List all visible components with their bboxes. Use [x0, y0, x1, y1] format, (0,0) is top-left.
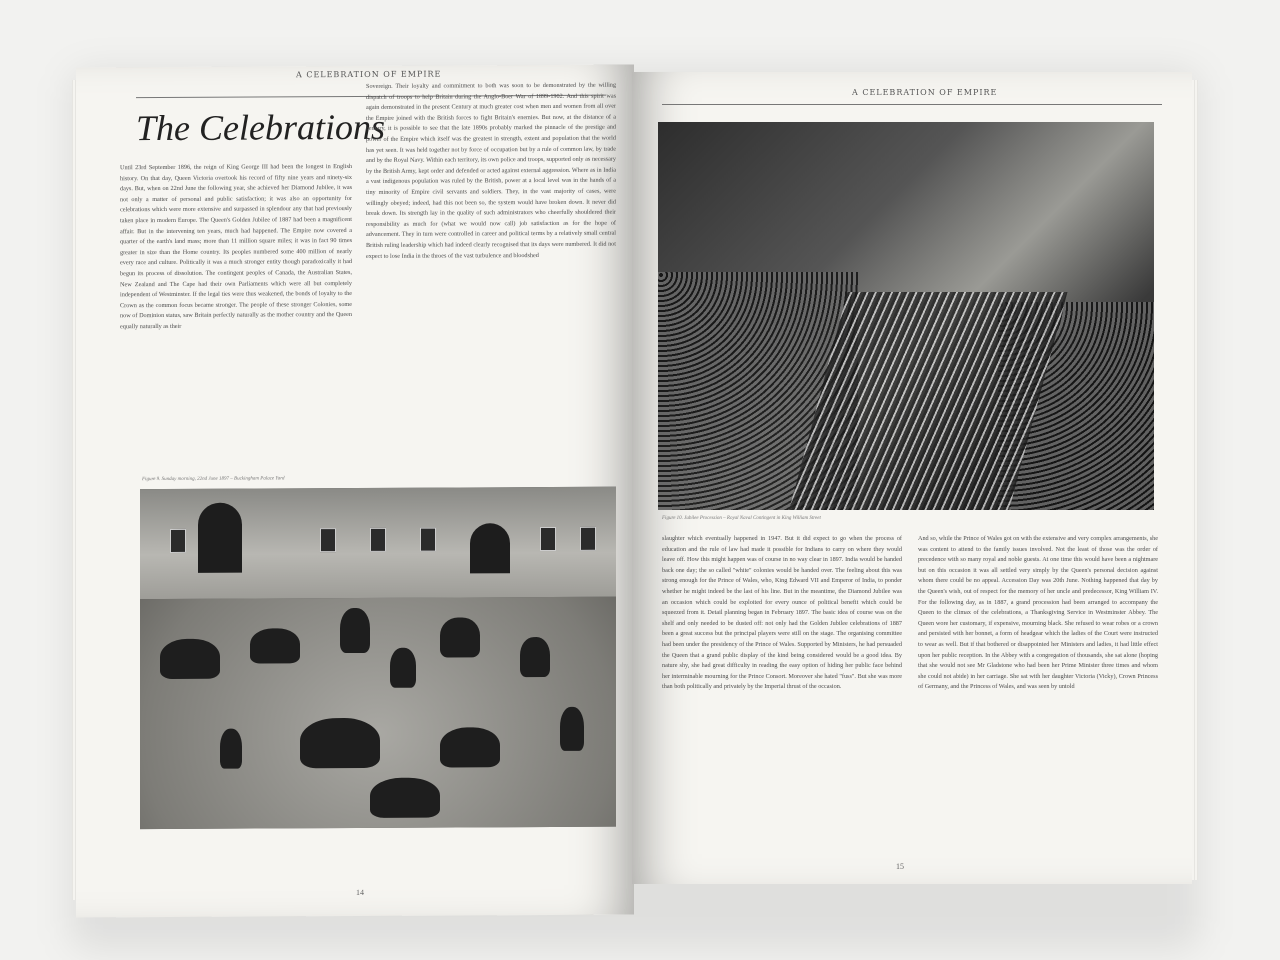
text-column-3: slaughter which eventually happened in 1947. But it did expect to go when the process of education and the rule of law had made it possible for Indians to carry on where they would leave off. How this might happen was of course in no way clear in 1897. India would be handed back one day; the so called "white" colonies would be handed over. The feeling about this was strong enough for the Prince of Wales, who, King Edward VII and Emperor of India, to ponder whether he might indeed be the last of his line. But in the meantime, the Diamond Jubilee was an occasion which could be exploited for every ounce of political benefit which could be squeezed from it. Detail planning began in February 1897. The basic idea of course was on the shelf and only needed to be dusted off: not only had the Golden Jubilee celebrations of 1887 been a great success but the principal players were still on the stage. The organising committee had been under the presidency of the Prince of Wales. Supported by Ministers, he had persuaded the Queen that a grand public display of the kind being considered would be a good idea. By nature shy, she had great difficulty in reading the easy option of hiding her public face behind her interminable mourning for the Prince Consort. Moreover she hated "fuss". But she was more than both politically and privately by the Imperial thrust of the occasion.	[662, 535, 902, 691]
horse-rider	[440, 617, 480, 657]
right-page	[632, 72, 1192, 884]
page-number-right: 15	[896, 862, 904, 871]
header-rule-right	[662, 104, 1162, 105]
page-number-left: 14	[356, 887, 364, 897]
horse-rider	[520, 637, 550, 677]
standing-figure	[220, 729, 242, 769]
carriage	[250, 628, 300, 663]
photo-buckingham-palace-yard	[140, 487, 616, 829]
palace-window	[540, 527, 556, 551]
page-title: The Celebrations	[136, 106, 385, 149]
figure-caption-right: Figure 10. Jubilee Procession – Royal Naval Contingent in King William Street	[662, 516, 821, 521]
horse-rider	[560, 707, 584, 751]
palace-window	[370, 528, 386, 552]
carriage	[160, 639, 220, 679]
text-column-2: Sovereign. Their loyalty and commitment to both was soon to be demonstrated by the willing dispatch of troops to help Britain during the Anglo-Boer War of 1899-1902. And this spirit was again demonstrated in the present Century at much greater cost when men and women from all over the Empire joined with the British forces to fight Britain's enemies. But now, at the distance of a century, it is possible to see that the late 1890s probably marked the pinnacle of the prestige and power of the Empire which itself was the greatest in strength, extent and population that the world has yet seen. It was held together not by force of occupation but by a rule of common law, by trade and by the Royal Navy. Within each territory, its own police and troops, supported only as necessary by the British Army, kept order and defended or acted against external aggression. Where as in India a vast indigenous population was ruled by the British, power at a local level was in the hands of a tiny minority of Empire civil servants and soldiers. They, in the vast majority of cases, were willingly obeyed; indeed, had this not been so, the system would have broken down. It never did break down. Its strength lay in the quality of such administrators who cheerfully shouldered their responsibility as much for (what we would now call) job satisfaction as for the hope of advancement. They in turn were controlled in career and political terms by a relatively small central British ruling leadership which had indeed clearly recognised that its days were numbered. It did not expect to lose India in the throes of the vast turbulence and bloodshed	[366, 81, 616, 260]
palace-window	[580, 527, 596, 551]
carriage	[300, 718, 380, 768]
horse-rider	[390, 648, 416, 688]
text-column-4: And so, while the Prince of Wales got on with the extensive and very complex arrangements, she was content to attend to the family issues involved. Not the least of those was the order of precedence with so many royal and noble guests. At one time this would have been a nightmare but on this occasion it was all settled very simply by the Queen's personal decision against whom there could be no appeal. Accession Day was 20th June. Nothing happened that day by the Queen's wish, out of respect for the memory of her uncle and predecessor, King William IV. For the following day, as in 1887, a grand procession had been arranged to accompany the Queen to the climax of the celebrations, a Thanksgiving Service in Westminster Abbey. The Queen wore her customary, if expensive, mourning black. She refused to wear robes or a crown and persisted with her bonnet, a form of headgear which the ladies of the Court were instructed to wear as well. But if that bothered or disappointed her Ministers and ladies, it had little effect upon her public reception. In the Abbey with a congregation of thousands, she sat alone (hoping that she would not see Mr Gladstone who had been her Prime Minister three times and whom she could not abide) in her carriage. She sat with her daughter Victoria (Vicky), Crown Princess of Germany, and the Princess of Wales, and was seen by untold	[918, 535, 1158, 691]
palace-window	[170, 529, 186, 553]
palace-facade	[140, 487, 616, 599]
carriage	[440, 727, 500, 767]
left-page	[76, 65, 634, 918]
running-head-left: A CELEBRATION OF EMPIRE	[296, 69, 442, 80]
palace-archway	[198, 503, 242, 573]
figure-caption-left: Figure 9. Sunday morning, 22nd June 1897 – Buckingham Palace Yard	[142, 476, 285, 483]
palace-archway	[470, 523, 510, 573]
palace-window	[320, 528, 336, 552]
carriage	[370, 778, 440, 818]
text-column-1: Until 23rd September 1896, the reign of King George III had been the longest in English history. On that day, Queen Victoria overtook his record of fifty nine years and ninety-six days. But, when on 22nd June the following year, she achieved her Diamond Jubilee, it was not only a matter of personal and public satisfaction; it was also an opportunity for celebrations which were more extensive and surpassed in splendour any that had previously taken place in modern Europe. The Queen's Golden Jubilee of 1887 had been a magnificent affair. But in the intervening ten years, much had happened. The Empire now covered a quarter of the earth's land mass; more than 11 million square miles; it was in fact 90 times greater in size than the Home country. Its peoples numbered some 400 million of nearly every race and culture. Politically it was a much stronger entity though paradoxically it had begun its process of dissolution. The contingent peoples of Canada, the Australian States, New Zealand and The Cape had their own Parliaments which were all but completely independent of Westminster. If the legal ties were thus weakened, the bonds of loyalty to the Crown as the common focus became stronger. The people of these stronger Colonies, some now of Dominion status, saw Britain perfectly naturally as the mother country and the Queen equally naturally as their	[120, 163, 352, 331]
palace-window	[420, 528, 436, 552]
photo-jubilee-procession	[658, 122, 1154, 510]
running-head-right: A CELEBRATION OF EMPIRE	[852, 88, 998, 97]
horse-rider	[340, 608, 370, 653]
